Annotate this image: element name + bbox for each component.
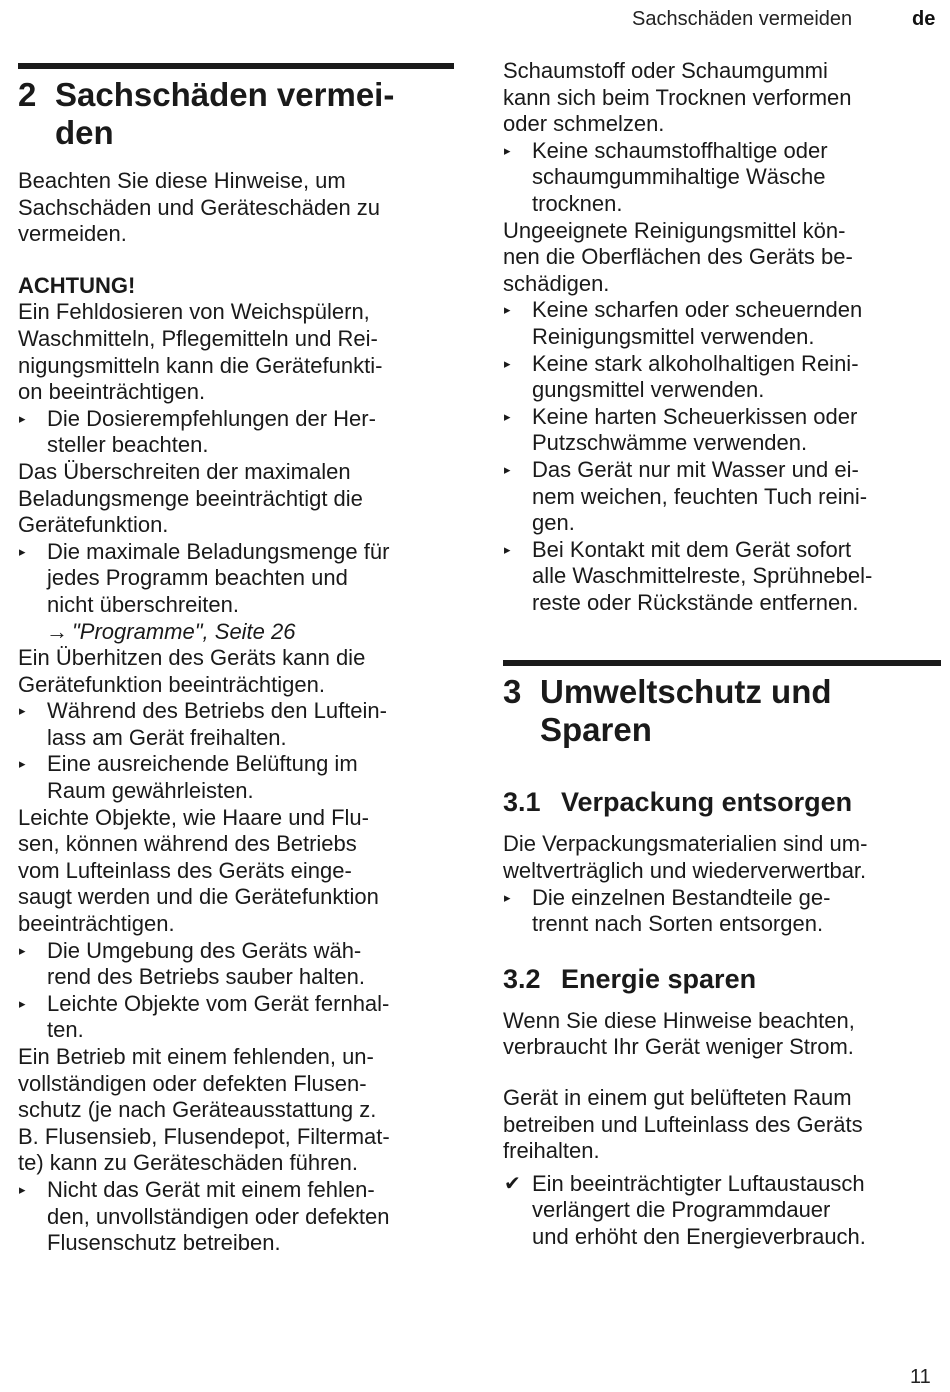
text-line: Sachschäden und Geräteschäden zu — [18, 194, 381, 220]
bullet-triangle-icon: ▸ — [504, 541, 511, 557]
text-line: lass am Gerät freihalten. — [47, 724, 287, 750]
list-item — [503, 537, 941, 617]
arrow-right-icon: → — [46, 618, 68, 644]
text-line: Gerät in einem gut belüfteten Raum — [503, 1085, 852, 1111]
text-line: freihalten. — [503, 1138, 600, 1164]
list-item — [18, 406, 454, 459]
text-line: kann sich beim Trocknen verformen — [503, 84, 852, 110]
text-line: Eine ausreichende Belüftung im — [47, 751, 358, 777]
bullet-triangle-icon: ▸ — [19, 410, 26, 426]
text-line: Leichte Objekte, wie Haare und Flu- — [18, 804, 369, 830]
bullet-triangle-icon: ▸ — [19, 703, 26, 719]
text-line: on beeinträchtigen. — [18, 379, 206, 405]
text-line: steller beachten. — [47, 432, 209, 458]
list-item — [503, 457, 941, 537]
text-line: schädigen. — [503, 270, 610, 296]
section-3-number: 3 — [503, 673, 522, 711]
text-line: saugt werden und die Gerätefunktion — [18, 884, 379, 910]
subsection-number: 3.2 — [503, 963, 541, 994]
checkmark-icon: ✔ — [504, 1172, 521, 1195]
text-line: schutz (je nach Geräteausstattung z. — [18, 1097, 377, 1123]
text-line: Gerätefunktion. — [18, 512, 169, 538]
list-item — [503, 404, 941, 457]
text-line: vermeiden. — [18, 221, 127, 247]
list-item — [18, 698, 454, 751]
bullet-triangle-icon: ▸ — [504, 889, 511, 905]
paragraph — [503, 218, 941, 298]
subsection-title: Verpackung entsorgen — [561, 787, 853, 818]
list-item — [503, 138, 941, 218]
paragraph — [503, 1085, 941, 1165]
text-line: Ein Fehldosieren von Weichspülern, — [18, 299, 370, 325]
text-line: Raum gewährleisten. — [47, 778, 254, 804]
bullet-triangle-icon: ▸ — [19, 1181, 26, 1197]
running-header-language: de — [912, 8, 936, 30]
text-line: Nicht das Gerät mit einem fehlen- — [47, 1176, 375, 1202]
bullet-triangle-icon: ▸ — [504, 408, 511, 424]
text-line: weltverträglich und wiederverwertbar. — [503, 858, 867, 884]
paragraph — [18, 645, 454, 698]
list-item — [18, 539, 454, 619]
page-number: 11 — [910, 1366, 931, 1388]
text-line: nicht überschreiten. — [47, 591, 239, 617]
text-line: Keine stark alkoholhaltigen Reini- — [532, 350, 859, 376]
text-line: Ungeeignete Reinigungsmittel kön- — [503, 217, 846, 243]
warning-label: ACHTUNG! — [18, 272, 136, 298]
text-line: und erhöht den Energieverbrauch. — [532, 1224, 866, 1249]
bullet-triangle-icon: ▸ — [504, 302, 511, 318]
cross-reference-link[interactable]: "Programme", Seite 26 — [72, 618, 296, 644]
paragraph — [18, 1044, 454, 1177]
text-line: beeinträchtigen. — [18, 911, 175, 937]
list-item — [503, 351, 941, 404]
right-column — [503, 0, 941, 1251]
paragraph — [18, 805, 454, 938]
section-rule — [18, 63, 454, 69]
cross-reference[interactable] — [46, 619, 454, 646]
subsection-title: Energie sparen — [561, 963, 757, 994]
section-2-number: 2 — [18, 76, 37, 113]
text-line: rend des Betriebs sauber halten. — [47, 964, 365, 990]
text-line: nigungsmitteln kann die Gerätefunkti- — [18, 352, 383, 378]
text-line: verlängert die Programmdauer — [532, 1197, 831, 1223]
text-line: Die Umgebung des Geräts wäh- — [47, 937, 362, 963]
text-line: den, unvollständigen oder defekten — [47, 1203, 390, 1229]
paragraph — [18, 299, 454, 405]
text-line: Flusenschutz betreiben. — [47, 1230, 281, 1256]
text-line: trocknen. — [532, 190, 623, 216]
text-line: Beachten Sie diese Hinweise, um — [18, 168, 346, 193]
bullet-triangle-icon: ▸ — [19, 942, 26, 958]
bullet-triangle-icon: ▸ — [504, 461, 511, 477]
text-line: trennt nach Sorten entsorgen. — [532, 911, 824, 937]
text-line: jedes Programm beachten und — [47, 565, 348, 591]
text-line: Putzschwämme verwenden. — [532, 430, 808, 456]
list-item — [18, 938, 454, 991]
result-item — [503, 1171, 941, 1251]
section-rule — [503, 660, 941, 666]
section-3-title-line: Umweltschutz und — [540, 673, 832, 711]
text-line: Keine scharfen oder scheuernden — [532, 297, 863, 323]
subsection-3-2-heading — [503, 963, 941, 995]
text-line: Die maximale Beladungsmenge für — [47, 538, 390, 564]
subsection-3-1-heading — [503, 786, 941, 818]
intro-paragraph — [18, 168, 454, 248]
text-line: Reinigungsmittel verwenden. — [532, 323, 815, 349]
paragraph — [503, 1008, 941, 1061]
subsection-number: 3.1 — [503, 787, 541, 818]
text-line: Das Gerät nur mit Wasser und ei- — [532, 456, 859, 482]
text-line: reste oder Rückstände entfernen. — [532, 589, 859, 615]
text-line: ten. — [47, 1017, 84, 1043]
text-line: oder schmelzen. — [503, 111, 665, 137]
text-line: vollständigen oder defekten Flusen- — [18, 1070, 367, 1096]
section-2-title-line: den — [55, 114, 114, 151]
bullet-triangle-icon: ▸ — [19, 995, 26, 1011]
text-line: nem weichen, feuchten Tuch reini- — [532, 483, 868, 509]
text-line: alle Waschmittelreste, Sprühnebel- — [532, 563, 873, 589]
running-header-section: Sachschäden vermeiden — [632, 8, 853, 30]
list-item — [503, 297, 941, 350]
text-line: vom Lufteinlass des Geräts einge- — [18, 857, 352, 883]
text-line: gungsmittel verwenden. — [532, 377, 765, 403]
list-item — [18, 751, 454, 804]
text-line: Ein beeinträchtigter Luftaustausch — [532, 1170, 865, 1196]
paragraph — [503, 58, 941, 138]
text-line: verbraucht Ihr Gerät weniger Strom. — [503, 1034, 854, 1060]
left-column — [18, 0, 454, 1257]
text-line: sen, können während des Betriebs — [18, 831, 357, 857]
text-line: Die einzelnen Bestandteile ge- — [532, 884, 831, 910]
section-2-title-line: Sachschäden vermei- — [55, 76, 395, 113]
text-line: Bei Kontakt mit dem Gerät sofort — [532, 536, 852, 562]
text-line: schaumgummihaltige Wäsche — [532, 164, 826, 190]
bullet-triangle-icon: ▸ — [504, 142, 511, 158]
text-line: Während des Betriebs den Luftein- — [47, 698, 387, 724]
text-line: betreiben und Lufteinlass des Geräts — [503, 1111, 863, 1137]
bullet-triangle-icon: ▸ — [504, 355, 511, 371]
section-3-title-line: Sparen — [540, 711, 652, 749]
text-line: Die Dosierempfehlungen der Her- — [47, 405, 376, 431]
text-line: Schaumstoff oder Schaumgummi — [503, 58, 828, 83]
text-line: Die Verpackungsmaterialien sind um- — [503, 831, 868, 857]
text-line: Ein Betrieb mit einem fehlenden, un- — [18, 1044, 374, 1069]
section-2-heading — [18, 76, 454, 152]
text-line: B. Flusensieb, Flusendepot, Filtermat- — [18, 1123, 390, 1149]
text-line: Keine harten Scheuerkissen oder — [532, 403, 858, 429]
text-line: te) kann zu Geräteschäden führen. — [18, 1150, 358, 1176]
text-line: Beladungsmenge beeinträchtigt die — [18, 485, 363, 511]
paragraph — [18, 459, 454, 539]
text-line: Waschmitteln, Pflegemitteln und Rei- — [18, 325, 378, 351]
list-item — [18, 991, 454, 1044]
list-item — [18, 1177, 454, 1257]
text-line: Gerätefunktion beeinträchtigen. — [18, 671, 325, 697]
list-item — [503, 885, 941, 938]
text-line: Ein Überhitzen des Geräts kann die — [18, 645, 366, 671]
paragraph — [503, 831, 941, 884]
text-line: gen. — [532, 510, 575, 536]
text-line: nen die Oberflächen des Geräts be- — [503, 244, 853, 270]
text-line: Das Überschreiten der maximalen — [18, 458, 351, 484]
bullet-triangle-icon: ▸ — [19, 543, 26, 559]
text-line: Leichte Objekte vom Gerät fernhal- — [47, 990, 390, 1016]
section-3-heading — [503, 673, 941, 749]
text-line: Wenn Sie diese Hinweise beachten, — [503, 1007, 855, 1033]
text-line: Keine schaumstoffhaltige oder — [532, 137, 828, 163]
bullet-triangle-icon: ▸ — [19, 756, 26, 772]
